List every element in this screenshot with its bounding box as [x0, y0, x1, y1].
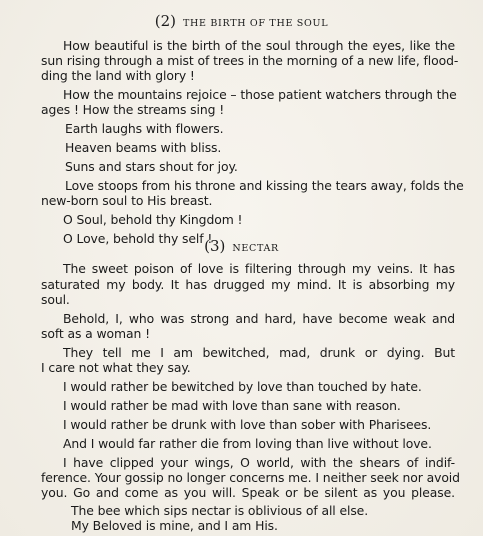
text-line: My Beloved is mine, and I am His. — [71, 518, 278, 533]
text-line: soft as a woman ! — [41, 326, 150, 341]
text-line: And I would far rather die from loving than live without love. — [63, 436, 432, 451]
text-line: They tell me I am bewitched, mad, drunk or dying. But — [63, 345, 455, 360]
text-line: How the mountains rejoice – those patient watchers through the — [63, 87, 457, 102]
text-line: I have clipped your wings, O world, with the shears of indif- — [63, 455, 455, 470]
text-line: ding the land with glory ! — [41, 68, 195, 83]
text-line: ages ! How the streams sing ! — [41, 102, 225, 117]
section-number: (2) — [154, 12, 176, 30]
text-line: I care not what they say. — [41, 360, 191, 375]
text-line: sun rising through a mist of trees in the morning of a new life, flood- — [41, 53, 459, 68]
text-line: you. Go and come as you will. Speak or be silent as you please. — [41, 485, 455, 500]
text-line: Earth laughs with flowers. — [65, 121, 224, 136]
text-line: How beautiful is the birth of the soul through the eyes, like the — [63, 38, 455, 53]
text-line: ference. Your gossip no longer concerns me. I neither seek nor avoid — [41, 470, 460, 485]
text-line: I would rather be drunk with love than sober with Pharisees. — [63, 417, 432, 432]
text-line: new-born soul to His breast. — [41, 193, 213, 208]
text-line: The sweet poison of love is filtering through my veins. It has — [63, 261, 455, 276]
section-heading-nectar — [0, 236, 483, 255]
text-line: Heaven beams with bliss. — [65, 140, 222, 155]
section-number: (3) — [204, 237, 226, 255]
text-line: Suns and stars shout for joy. — [65, 159, 238, 174]
text-line: O Love, behold thy self ! — [63, 231, 213, 246]
text-line: I would rather be mad with love than sane with reason. — [63, 398, 401, 413]
text-line: soul. — [41, 292, 70, 307]
text-line: O Soul, behold thy Kingdom ! — [63, 212, 243, 227]
section-title: NECTAR — [232, 243, 279, 254]
section-title: THE BIRTH OF THE SOUL — [183, 18, 329, 29]
text-line: The bee which sips nectar is oblivious of all else. — [71, 503, 369, 518]
text-line: Behold, I, who was strong and hard, have become weak and — [63, 311, 455, 326]
text-line: saturated my body. It has drugged my mind. It is absorbing my — [41, 277, 455, 292]
text-line: I would rather be bewitched by love than touched by hate. — [63, 379, 422, 394]
section-heading-birth-of-the-soul — [0, 11, 483, 30]
text-line: Love stoops from his throne and kissing the tears away, folds the — [65, 178, 464, 193]
